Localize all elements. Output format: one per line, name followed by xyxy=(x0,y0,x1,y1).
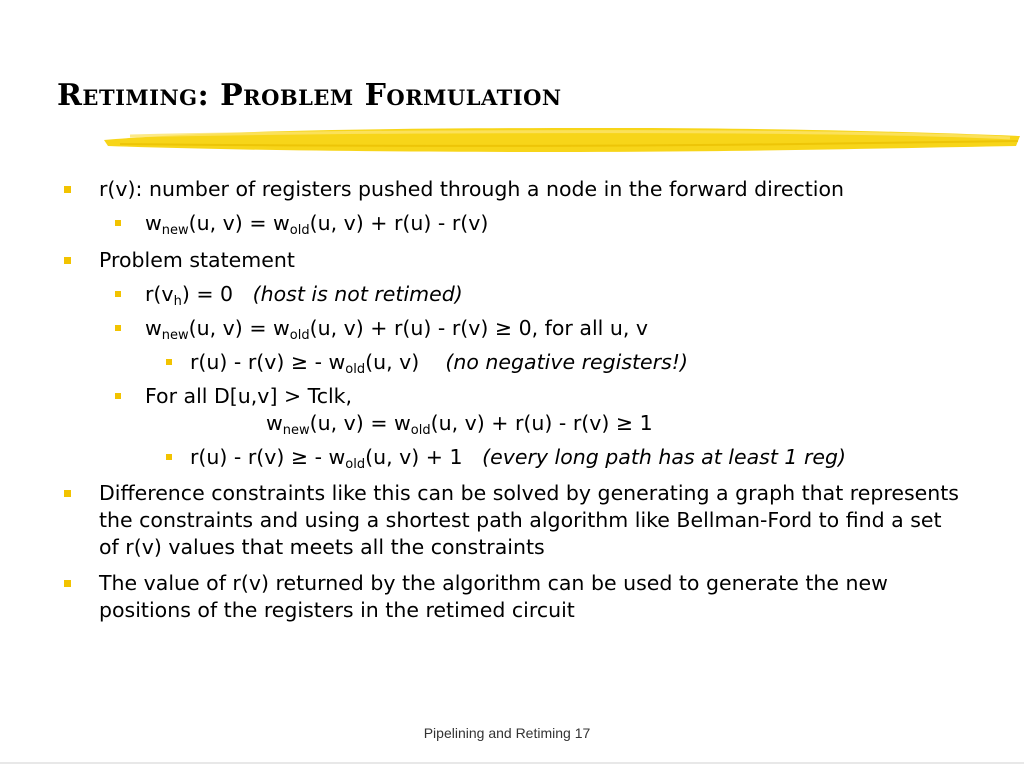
equation-text: $r(v_h) = 0$ (host is not retimed) xyxy=(145,282,463,309)
square-bullet-icon xyxy=(166,359,172,365)
equation-text: $w_{new}(u$, $v) = w_{old}(u$, v) + r(u) - r(v) xyxy=(145,211,489,238)
bullet-item xyxy=(62,176,962,203)
note-text: (no negative registers!) xyxy=(445,350,688,374)
sub-bullet-item xyxy=(62,281,962,308)
equation-text: $w_{new}(u$, $v) = w_{old}(u$, v) + r(u) - r(v) ≥ 1 xyxy=(266,411,653,438)
note-text: (host is not retimed) xyxy=(252,282,463,306)
bullet-text: For all D[u,v] > Tclk, xyxy=(145,384,353,408)
bullet-item xyxy=(62,480,962,561)
equation-text: r(u) - r(v) ≥ - $w_{old}(u$, v) + 1 (every long path has at least 1 reg) xyxy=(190,445,846,472)
bullet-item xyxy=(62,570,962,624)
equation-text: $w_{new}(u$, $v) = w_{old}(u$, v) + r(u) - r(v) ≥ 0, for all u, v xyxy=(145,316,649,343)
bullet-text: The value of r(v) returned by the algorithm can be used to generate the new positions of the registers in the retimed circuit xyxy=(99,571,888,622)
sub-bullet-item xyxy=(62,383,962,437)
bullet-text: r(v): number of registers pushed through a node in the forward direction xyxy=(99,177,844,201)
sub-sub-bullet-item xyxy=(62,349,962,376)
square-bullet-icon xyxy=(115,291,121,297)
square-bullet-icon xyxy=(64,490,71,497)
bullet-text: Problem statement xyxy=(99,248,295,272)
square-bullet-icon xyxy=(64,186,71,193)
slide-footer: Pipelining and Retiming 17 xyxy=(423,725,591,741)
square-bullet-icon xyxy=(64,257,71,264)
square-bullet-icon xyxy=(115,220,121,226)
square-bullet-icon xyxy=(115,393,121,399)
sub-bullet-item xyxy=(62,210,962,237)
sub-sub-bullet-item xyxy=(62,444,962,471)
slide-title: Retiming: Problem Formulation xyxy=(57,78,562,113)
note-text: (every long path has at least 1 reg) xyxy=(482,445,846,469)
sub-bullet-item xyxy=(62,315,962,342)
title-underline-stroke xyxy=(100,122,1024,158)
square-bullet-icon xyxy=(64,580,71,587)
square-bullet-icon xyxy=(115,325,121,331)
bullet-text: Difference constraints like this can be solved by generating a graph that represents the constraints and using a shortest path algorithm like Bellman-Ford to find a set of r(v) values that meets all the constraints xyxy=(99,481,959,559)
equation-text: r(u) - r(v) ≥ - $w_{old}(u$, v) (no negative registers!) xyxy=(190,350,688,377)
bottom-divider xyxy=(0,762,1024,764)
slide-content xyxy=(62,176,962,631)
bullet-item xyxy=(62,247,962,274)
square-bullet-icon xyxy=(166,454,172,460)
